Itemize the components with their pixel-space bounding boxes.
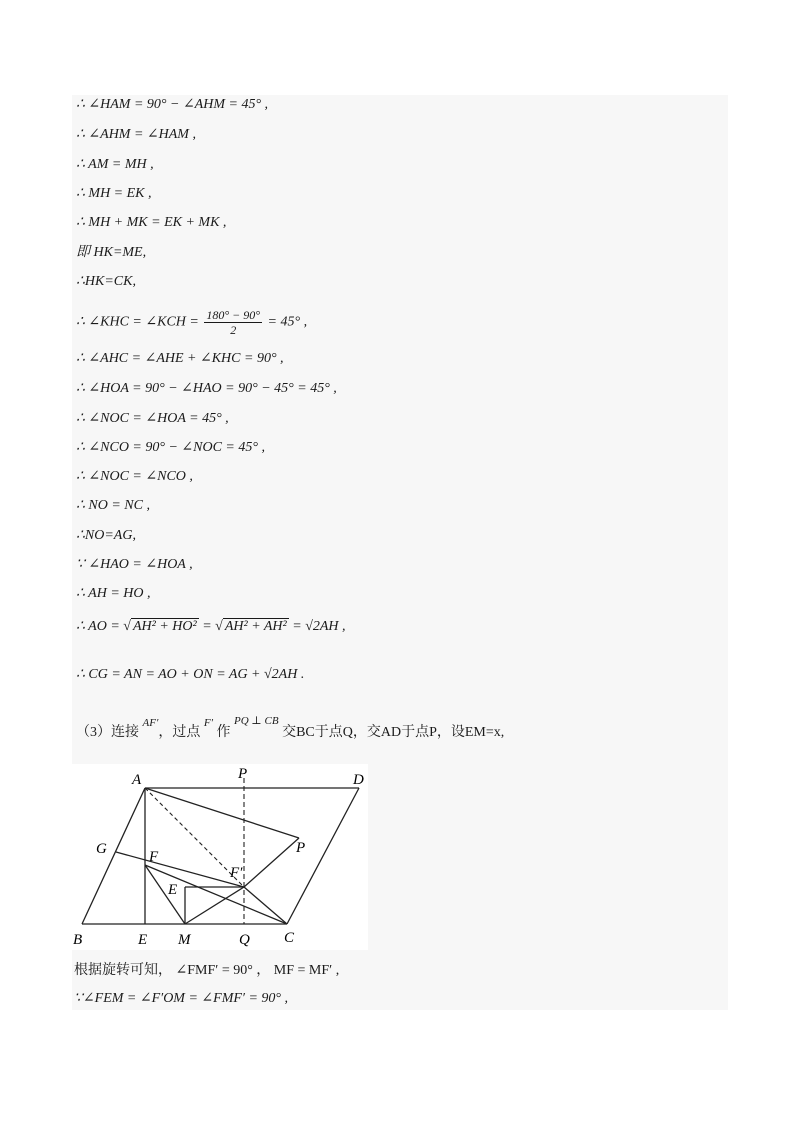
fraction-suffix: = 45° , xyxy=(267,314,308,330)
proof-line-7: ∴HK=CK, xyxy=(76,274,136,289)
label-f-prime: F′ xyxy=(230,865,243,881)
proof-line-4: ∴ MH = EK , xyxy=(76,186,152,201)
sqrt-suffix: = √2AH , xyxy=(292,619,346,634)
sqrt-radicand-2: AH² + AH² xyxy=(224,619,287,634)
label-f: F xyxy=(149,849,159,865)
label-e-small: E xyxy=(168,882,178,898)
segment-fc xyxy=(145,865,287,924)
right-angle-statement: ∵∠FEM = ∠F′OM = ∠FMF′ = 90° , xyxy=(74,991,289,1006)
proof-line-10: ∴ ∠NOC = ∠HOA = 45° , xyxy=(76,411,229,426)
proof-line-15: ∵ ∠HAO = ∠HOA , xyxy=(76,557,193,572)
proof-line-1: ∴ ∠HAM = 90° − ∠AHM = 45° , xyxy=(76,97,269,112)
fraction xyxy=(204,308,262,337)
label-q: Q xyxy=(239,932,250,948)
fraction-numerator: 180° − 90° xyxy=(206,308,261,322)
geometry-figure xyxy=(72,764,368,950)
sqrt-equals: = xyxy=(202,619,212,634)
proof-line-cg: ∴ CG = AN = AO + ON = AG + √2AH . xyxy=(76,667,305,682)
proof-line-fraction xyxy=(76,308,307,337)
proof-line-5: ∴ MH + MK = EK + MK , xyxy=(76,215,227,230)
part-3-label: （3）连接 xyxy=(76,725,139,740)
geometry-svg xyxy=(72,764,368,950)
proof-line-3: ∴ AM = MH , xyxy=(76,157,154,172)
proof-line-16: ∴ AH = HO , xyxy=(76,586,151,601)
proof-line-2: ∴ ∠AHM = ∠HAM , xyxy=(76,127,196,142)
proof-line-11: ∴ ∠NCO = 90° − ∠NOC = 45° , xyxy=(76,440,265,455)
label-m: M xyxy=(178,932,191,948)
proof-line-sqrt: ∴ AO = √ AH² + HO² = √ AH² + AH² = √2AH , xyxy=(76,619,346,634)
label-d: D xyxy=(353,772,364,788)
segment-mf-prime xyxy=(185,887,244,924)
label-p-right: P xyxy=(296,840,306,856)
label-g: G xyxy=(96,841,107,857)
proof-line-9: ∴ ∠HOA = 90° − ∠HAO = 90° − 45° = 45° , xyxy=(76,381,337,396)
sqrt-radicand-1: AH² + HO² xyxy=(132,619,197,634)
proof-line-8: ∴ ∠AHC = ∠AHE + ∠KHC = 90° , xyxy=(76,351,284,366)
part-3-rest: 交BC于点Q，交AD于点P，设EM=x, xyxy=(282,725,505,740)
proof-line-12: ∴ ∠NOC = ∠NCO , xyxy=(76,469,193,484)
rotation-statement: 根据旋转可知， ∠FMF′ = 90° ， MF = MF′ , xyxy=(74,963,340,978)
label-e: E xyxy=(138,932,148,948)
segment-af: AF′ xyxy=(142,717,159,729)
sqrt-prefix: ∴ AO = xyxy=(76,619,120,634)
side-ab xyxy=(82,788,145,924)
proof-line-6: 即 HK=ME, xyxy=(76,245,147,260)
segment-f-prime-p xyxy=(244,838,299,887)
label-p-top: P xyxy=(238,766,248,782)
side-dc xyxy=(287,788,359,924)
label-b: B xyxy=(73,932,83,948)
label-c: C xyxy=(284,930,295,946)
segment-f-prime-c xyxy=(244,887,287,924)
label-a: A xyxy=(132,772,142,788)
fraction-prefix: ∴ ∠KHC = ∠KCH = xyxy=(76,314,199,330)
proof-line-14: ∴NO=AG, xyxy=(76,528,136,543)
proof-line-13: ∴ NO = NC , xyxy=(76,498,150,513)
pq-perp-cb: PQ ⊥ CB xyxy=(234,715,279,727)
point-f-prime: F′ xyxy=(203,717,213,729)
part-3-zuo: 作 xyxy=(216,725,231,740)
segment-ap xyxy=(145,788,299,838)
part-3-via: ，过点 xyxy=(158,725,201,740)
segment-gf xyxy=(116,852,244,887)
fraction-denominator: 2 xyxy=(230,323,237,337)
